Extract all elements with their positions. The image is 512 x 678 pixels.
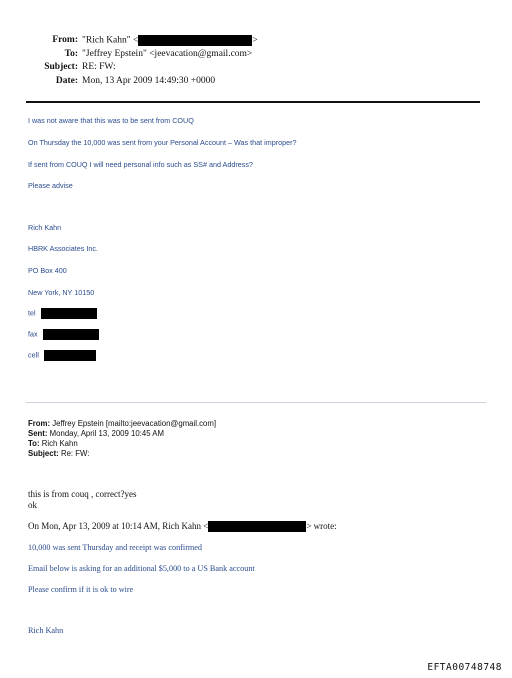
quoted-line: Please confirm if it is ok to wire xyxy=(28,585,134,594)
fwd-body-line: ok xyxy=(28,500,37,510)
reply-line: I was not aware that this was to be sent from COUQ xyxy=(28,116,194,125)
header-date-value: Mon, 13 Apr 2009 14:49:30 +0000 xyxy=(82,76,216,86)
header-from-close: > xyxy=(252,35,258,46)
fwd-body-line: this is from couq , correct?yes xyxy=(28,489,137,499)
signature-tel xyxy=(28,308,97,319)
redaction-block xyxy=(44,350,96,361)
header-from-value xyxy=(82,35,258,46)
fwd-sent-value: Monday, April 13, 2009 10:45 AM xyxy=(49,429,164,438)
quoted-line: 10,000 was sent Thursday and receipt was confirmed xyxy=(28,543,203,552)
fwd-to-row xyxy=(28,439,78,448)
redaction-block xyxy=(138,35,252,46)
quoted-signature: Rich Kahn xyxy=(28,626,64,635)
header-subject-label: Subject: xyxy=(44,62,78,72)
header-to-value: "Jeffrey Epstein" <jeevacation@gmail.com> xyxy=(82,49,253,59)
quoted-line: Email below is asking for an additional $5,000 to a US Bank account xyxy=(28,564,255,573)
redaction-block xyxy=(208,521,306,532)
fwd-subject-row xyxy=(28,449,89,458)
fwd-sent-row xyxy=(28,429,164,438)
fwd-quote-post: > wrote: xyxy=(306,521,337,531)
fwd-subject-value: Re: FW: xyxy=(60,449,90,458)
fwd-sent-label: Sent: xyxy=(28,429,48,438)
signature-tel-label: tel xyxy=(28,308,36,318)
signature-address1: PO Box 400 xyxy=(28,266,67,275)
header-divider xyxy=(26,101,480,103)
fwd-from-label: From: xyxy=(28,419,51,428)
header-to-label: To: xyxy=(64,49,78,59)
fwd-to-value: Rich Kahn xyxy=(41,439,78,448)
fwd-quote-pre: On Mon, Apr 13, 2009 at 10:14 AM, Rich Kahn < xyxy=(28,521,209,531)
fwd-from-value: Jeffrey Epstein [mailto:jeevacation@gmail.com] xyxy=(52,419,217,428)
header-from-label: From: xyxy=(52,35,78,45)
fwd-subject-label: Subject: xyxy=(28,449,59,458)
header-subject-value: RE: FW: xyxy=(82,62,116,72)
forward-divider xyxy=(26,402,486,403)
signature-name: Rich Kahn xyxy=(28,223,62,232)
document-id: EFTA00748748 xyxy=(427,662,502,673)
fwd-quote-line xyxy=(28,521,337,532)
signature-address2: New York, NY 10150 xyxy=(28,288,95,297)
reply-line: Please advise xyxy=(28,181,73,190)
signature-cell-label: cell xyxy=(28,350,39,360)
signature-cell xyxy=(28,350,96,361)
header-date-label: Date: xyxy=(55,76,78,86)
reply-line: If sent from COUQ I will need personal info such as SS# and Address? xyxy=(28,160,253,169)
signature-fax xyxy=(28,329,99,340)
reply-line: On Thursday the 10,000 was sent from your Personal Account – Was that improper? xyxy=(28,138,297,147)
signature-company: HBRK Associates Inc. xyxy=(28,244,98,253)
redaction-block xyxy=(43,329,99,340)
fwd-to-label: To: xyxy=(28,439,40,448)
signature-fax-label: fax xyxy=(28,329,38,339)
redaction-block xyxy=(41,308,97,319)
header-from-name: "Rich Kahn" < xyxy=(82,35,139,46)
fwd-from-row xyxy=(28,419,216,428)
